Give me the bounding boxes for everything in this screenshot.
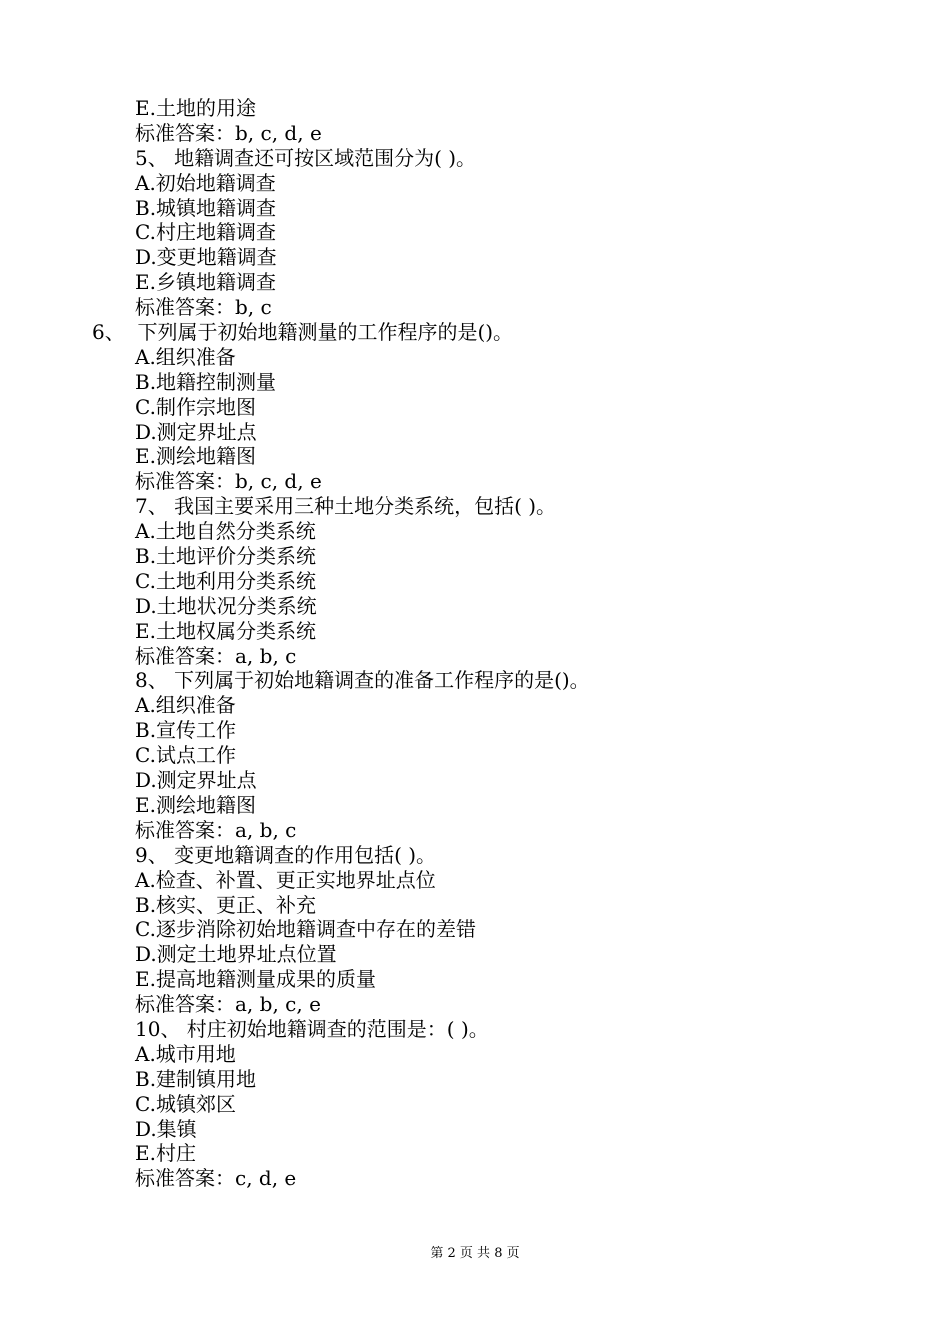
text-line: A.初始地籍调查 [135,170,276,195]
text-line: 标准答案：a, b, c [135,817,297,842]
text-line: B.宣传工作 [135,718,237,743]
text-line: D.测定界址点 [135,419,257,444]
document-body [0,96,950,1191]
text-line: D.测定界址点 [135,768,257,793]
text-line: E.土地的用途 [135,96,256,120]
text-line: E.测绘地籍图 [135,444,256,469]
text-line: 标准答案：a, b, c, e [135,992,321,1017]
text-line: C.城镇郊区 [135,1091,236,1116]
page-footer: 第 2 页 共 8 页 [430,1246,520,1261]
text-line: 标准答案：b, c, d, e [135,120,322,145]
text-line: A.组织准备 [135,344,236,369]
text-line: B.城镇地籍调查 [135,195,277,220]
text-line: D.集镇 [135,1116,197,1141]
text-line: A.城市用地 [135,1041,236,1066]
text-line: C.制作宗地图 [135,394,256,419]
text-line: C.土地利用分类系统 [135,568,316,593]
text-line: C.逐步消除初始地籍调查中存在的差错 [135,917,476,942]
text-line: E.土地权属分类系统 [135,618,316,643]
text-line: B.建制镇用地 [135,1066,257,1091]
text-line: 5、 地籍调查还可按区域范围分为( )。 [135,145,477,170]
text-line: 标准答案：a, b, c [135,643,297,668]
text-line: A.土地自然分类系统 [135,519,316,544]
text-line: C.村庄地籍调查 [135,220,276,245]
text-line: D.土地状况分类系统 [135,593,317,618]
text-line: B.核实、更正、补充 [135,892,317,917]
text-line: 标准答案：b, c, d, e [135,469,322,494]
text-line: B.地籍控制测量 [135,369,277,394]
text-line: D.测定土地界址点位置 [135,942,337,967]
text-line: A.组织准备 [135,693,236,718]
text-line: C.试点工作 [135,743,236,768]
text-line: B.土地评价分类系统 [135,544,317,569]
text-line: 7、 我国主要采用三种土地分类系统，包括( )。 [135,494,557,519]
text-line: E.村庄 [135,1141,196,1166]
text-line: 9、 变更地籍调查的作用包括( )。 [135,842,437,867]
text-line: A.检查、补置、更正实地界址点位 [135,867,436,892]
text-line: 标准答案：c, d, e [135,1166,297,1191]
text-line: 标准答案：b, c [135,295,272,320]
text-line: E.乡镇地籍调查 [135,270,276,295]
text-line: D.变更地籍调查 [135,245,277,270]
text-line: E.提高地籍测量成果的质量 [135,967,376,992]
text-line: 8、 下列属于初始地籍调查的准备工作程序的是()。 [135,668,590,693]
text-line: 6、 下列属于初始地籍测量的工作程序的是()。 [92,320,514,345]
text-line: E.测绘地籍图 [135,792,256,817]
text-line: 10、 村庄初始地籍调查的范围是：( )。 [135,1016,489,1041]
